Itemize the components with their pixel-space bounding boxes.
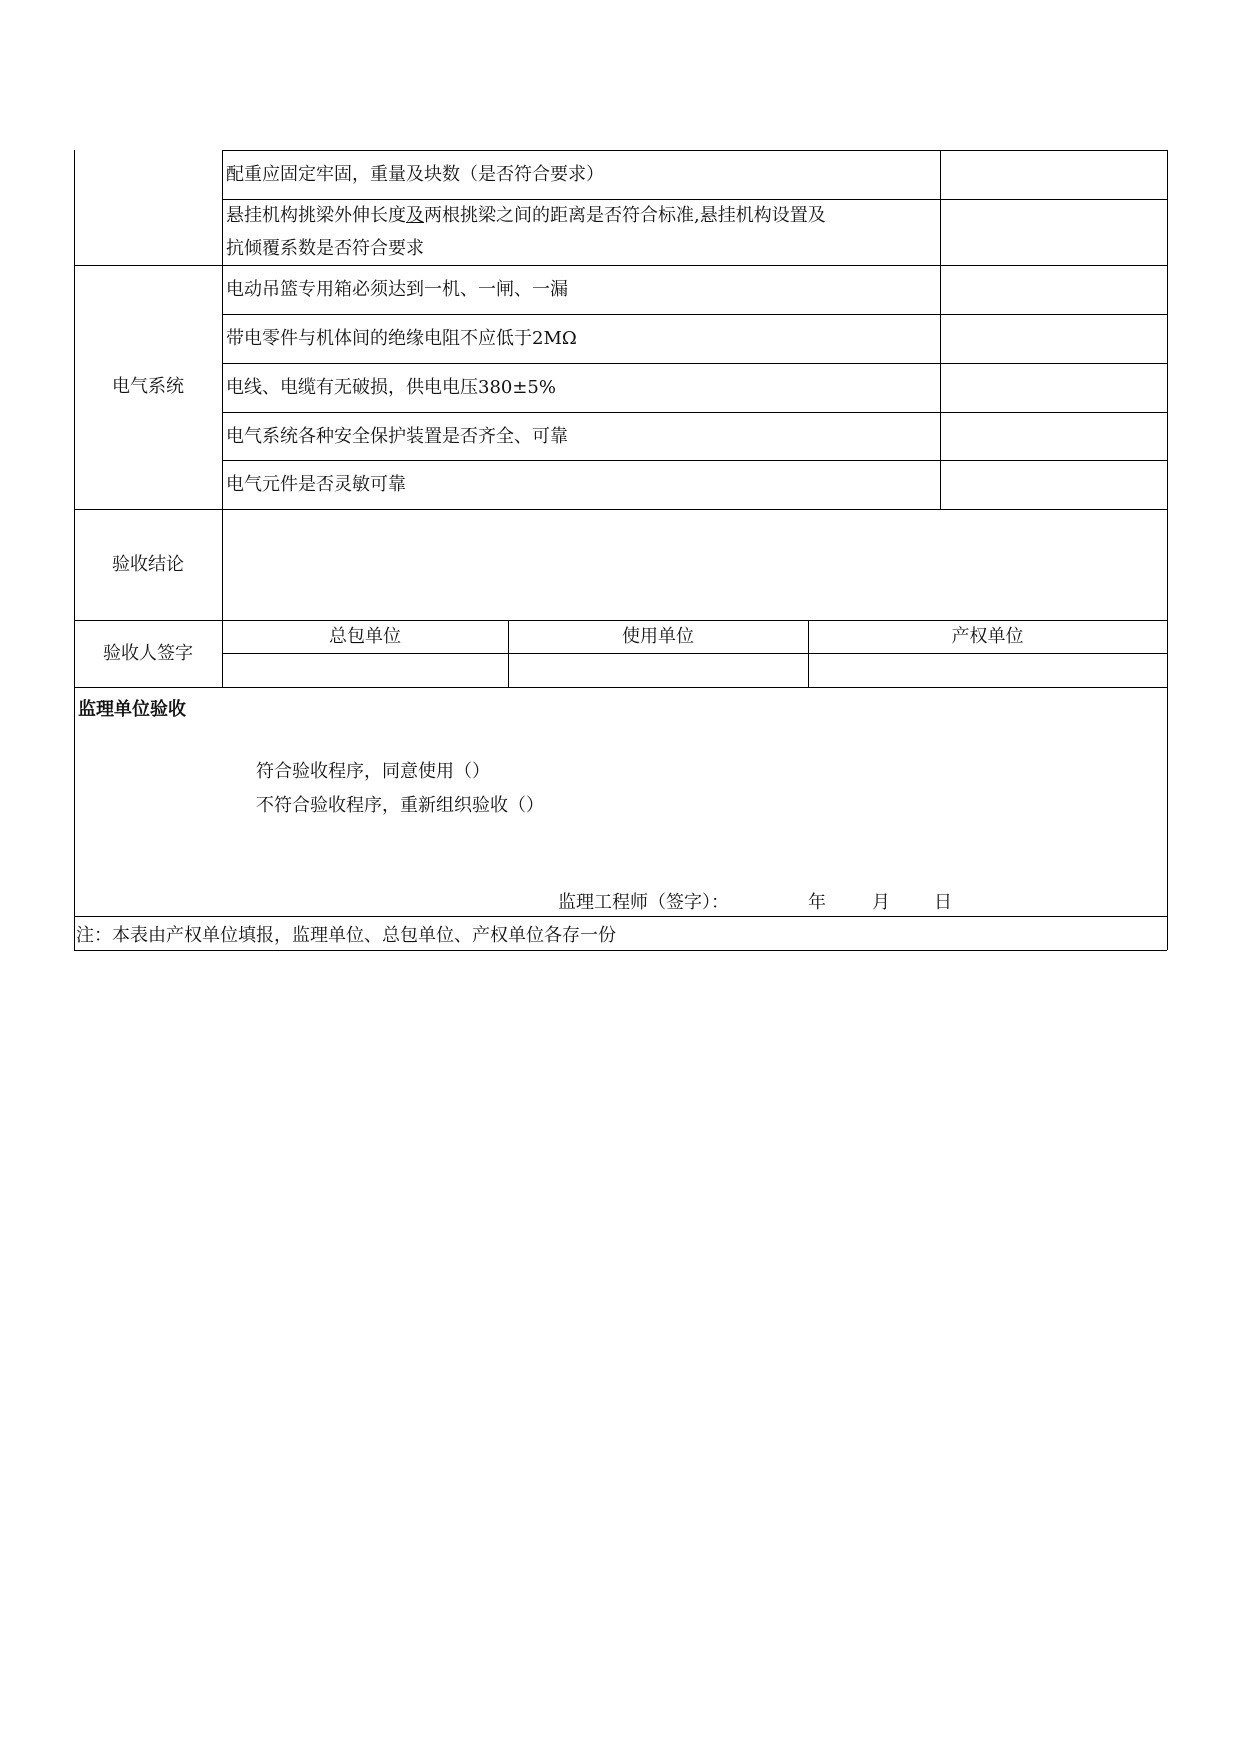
table-bottom-border [74,950,1167,951]
signature-column-header: 使用单位 [622,626,694,647]
check-item-suspension-a: 悬挂机构挑梁外伸长度 [226,205,406,226]
electrical-item: 电气系统各种安全保护装置是否齐全、可靠 [226,426,568,447]
supervision-month: 月 [872,892,890,913]
row-border [222,150,1167,151]
result-column-border [940,150,941,509]
signature-column-header: 产权单位 [951,626,1024,647]
electrical-item: 电气元件是否灵敏可靠 [226,474,406,495]
check-item-suspension [226,203,826,229]
check-item-counterweight: 配重应固定牢固，重量及块数（是否符合要求） [226,164,604,185]
conclusion-label: 验收结论 [112,554,184,575]
row-border [74,916,1167,917]
electrical-item: 电动吊篮专用箱必须达到一机、一闸、一漏 [226,279,568,300]
table-right-border [1167,150,1168,950]
signature-field-owner[interactable] [809,654,1166,686]
conclusion-field[interactable] [223,510,1166,619]
electrical-item: 电线、电缆有无破损，供电电压380±5% [226,377,556,398]
row-border [222,412,1167,413]
check-item-suspension-b: 两根挑梁之间的距离是否符合标准,悬挂机构设置及 [424,205,826,226]
supervision-day: 日 [934,892,952,913]
supervision-option-approve: 符合验收程序，同意使用（） [256,761,490,782]
footnote: 注：本表由产权单位填报，监理单位、总包单位、产权单位各存一份 [76,925,616,946]
row-border [74,620,1167,621]
row-border [222,363,1167,364]
row-border [222,460,1167,461]
row-border [74,687,1167,688]
check-item-suspension-line2: 抗倾覆系数是否符合要求 [226,238,424,259]
signature-field-user[interactable] [509,654,807,686]
signature-field-contractor[interactable] [223,654,507,686]
supervision-option-reject: 不符合验收程序，重新组织验收（） [256,795,544,816]
supervision-year: 年 [808,892,826,913]
signature-label: 验收人签字 [103,643,193,664]
row-border [222,199,1167,200]
supervision-engineer-label: 监理工程师（签字）： [558,892,729,913]
row-border [74,265,1167,266]
supervision-title: 监理单位验收 [78,699,186,720]
check-item-suspension-underlined: 及 [406,205,424,226]
table-left-border [74,150,75,950]
signature-column-header: 总包单位 [329,626,401,647]
row-border [222,314,1167,315]
electrical-category-label: 电气系统 [112,376,184,397]
electrical-item: 带电零件与机体间的绝缘电阻不应低于2MΩ [226,328,577,349]
